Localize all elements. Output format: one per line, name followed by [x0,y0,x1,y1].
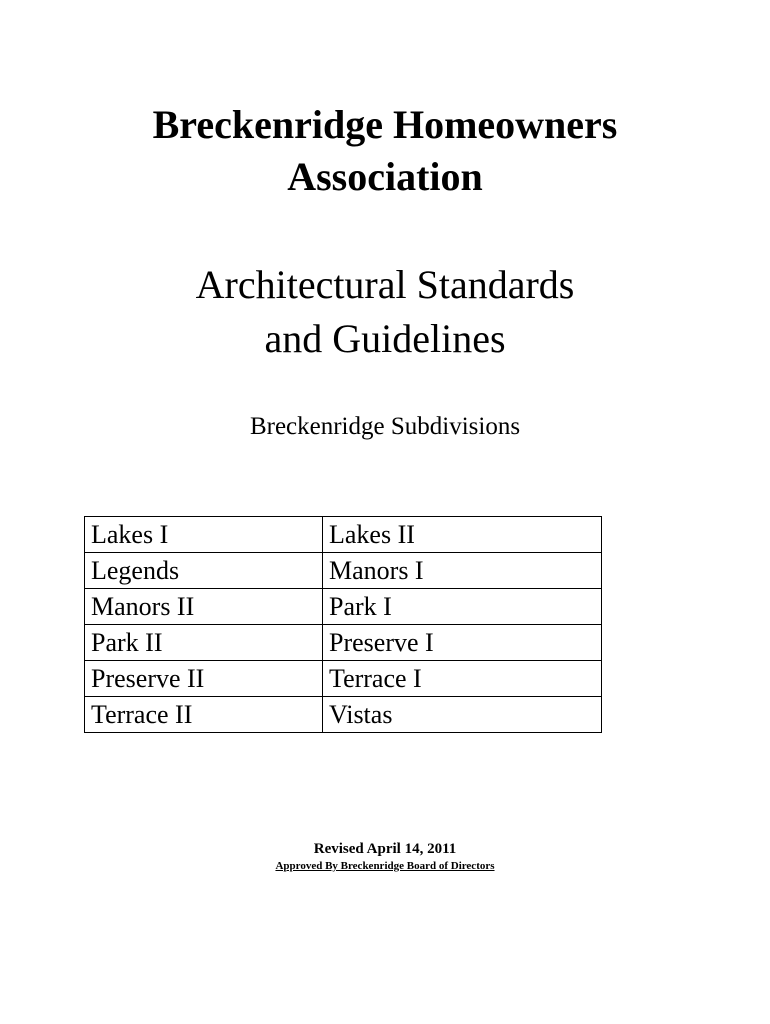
table-row [85,589,602,625]
table-cell: Lakes II [323,517,602,553]
table-cell: Park I [323,589,602,625]
document-subtitle-line-1: Architectural Standards [195,262,575,307]
approval-note: Approved By Breckenridge Board of Directors [275,860,495,872]
document-title-line-1: Breckenridge Homeowners [152,102,618,147]
table-cell: Preserve I [323,625,602,661]
table-cell: Lakes I [85,517,323,553]
subdivisions-table [84,516,602,733]
table-cell: Park II [85,625,323,661]
table-row [85,697,602,733]
table-cell: Terrace II [85,697,323,733]
revised-date: Revised April 14, 2011 [313,841,457,857]
document-title-line-2: Association [287,154,483,199]
document-subtitle-line-2: and Guidelines [264,316,506,361]
table-cell: Terrace I [323,661,602,697]
subdivisions-heading: Breckenridge Subdivisions [249,413,521,440]
table-row [85,553,602,589]
table-cell: Legends [85,553,323,589]
table-row [85,625,602,661]
table-row [85,661,602,697]
table-cell: Manors I [323,553,602,589]
table-row [85,517,602,553]
table-cell: Preserve II [85,661,323,697]
table-cell: Vistas [323,697,602,733]
table-cell: Manors II [85,589,323,625]
